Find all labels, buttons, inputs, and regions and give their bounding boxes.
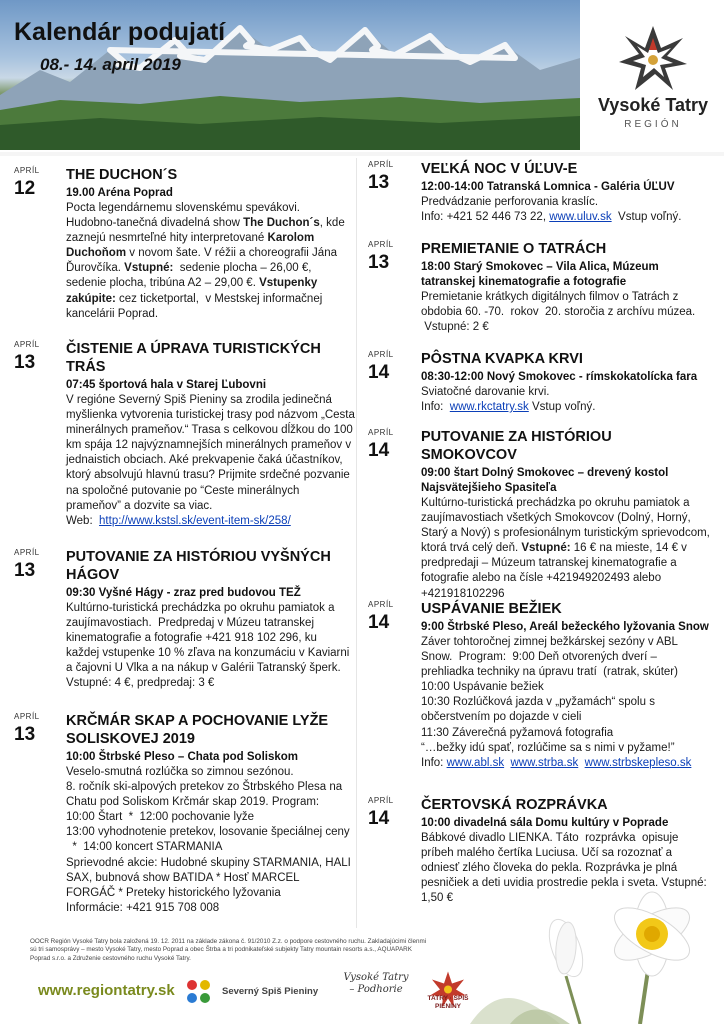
event-month: APRÍL bbox=[14, 166, 40, 175]
event-description: Záver tohtoročnej zimnej bežkárskej sezóny v ABL Snow. Program: 9:00 Deň otvorených dverí – prehliadka techniky na úpravu tratí (ratrak, skúter) 10:00 Uspávanie bežiek 10:30 Rozlúčková jazda v „pyžamách“ spolu s občerstvením po dojazde v cieli 11:30 Záverečná pyžamová fotografia “…bežky idú spať, rozlúčime sa s nimi v pyžame!” Info: www.abl.sk www.strba.sk www.strbskepleso.sk bbox=[421, 636, 692, 769]
event-title: PUTOVANIE ZA HISTÓRIOU SMOKOVCOV bbox=[421, 429, 612, 463]
event-description: Sviatočné darovanie krvi. Info: www.rkctatry.sk Vstup voľný. bbox=[421, 386, 596, 414]
partner-vysoke-tatry-podhorie: Vysoké Tatry – Podhorie bbox=[343, 972, 409, 995]
event-day: 13 bbox=[14, 352, 36, 373]
event-month: APRÍL bbox=[14, 340, 40, 349]
event-title: PREMIETANIE O TATRÁCH bbox=[421, 241, 607, 257]
event-description: V regióne Severný Spiš Pieniny sa zrodila jedinečná myšlienka vytvorenia turistickej trasy pod názvom „Cesta minerálnych prameňov.“ Trasa s celkovou dĺžkou do 100 km spája 12 najvýznamnejších minerálnych prameňov v jednaistich obciach. Aké prekvapenie čaká účastníkov, ktorý absolvujú hlavnú trasu? Prijmite srdečné pozvanie na spoločné putovanie po “Ceste minerálnych prameňov” a dozvite sa viac. Web: http://www.kstsl.sk/event-item-sk/258/ bbox=[66, 394, 355, 527]
event-description: Bábkové divadlo LIENKA. Táto rozprávka opisuje príbeh malého čertíka Luciusa. Učí sa rozoznať a odniesť zlého človeka do pekla. Rozprávka je plná pesničiek a deti uvidia prostredie pekla i sveta. Vstupné: 1,50 € bbox=[421, 832, 707, 905]
event-title: ČISTENIE A ÚPRAVA TURISTICKÝCH TRÁS bbox=[66, 341, 321, 375]
event-title: PUTOVANIE ZA HISTÓRIOU VYŠNÝCH HÁGOV bbox=[66, 549, 331, 583]
event-title: USPÁVANIE BEŽIEK bbox=[421, 601, 562, 617]
event-day: 14 bbox=[368, 440, 390, 461]
event-place: 10:00 divadelná sála Domu kultúry v Poprade bbox=[421, 817, 669, 829]
event-day: 13 bbox=[14, 560, 36, 581]
event-place: 07:45 športová hala v Starej Ľubovni bbox=[66, 379, 267, 391]
header-divider bbox=[0, 152, 724, 156]
event-description: Predvádzanie perforovania kraslíc. Info: +421 52 446 73 22, www.uluv.sk Vstup voľný. bbox=[421, 196, 682, 224]
event-place: 09:00 štart Dolný Smokovec – drevený kostol Najsvätejšieho Spasiteľa bbox=[421, 467, 669, 494]
event-place: 08:30-12:00 Nový Smokovec - rímskokatolícka fara bbox=[421, 371, 698, 383]
date-range: 08.- 14. april 2019 bbox=[40, 55, 181, 74]
event-description: Premietanie krátkych digitálnych filmov o Tatrách z obdobia 60. -70. rokov 20. storočia z archívu múzea. Vstupné: 2 € bbox=[421, 291, 696, 334]
event-day: 13 bbox=[368, 252, 390, 273]
event-place: 10:00 Štrbské Pleso – Chata pod Soliskom bbox=[66, 751, 298, 763]
event-day: 13 bbox=[368, 172, 390, 193]
event-description: Pocta legendárnemu slovenskému spevákovi. Hudobno-tanečná divadelná show The Duchon´s, kde zaznejú nesmrteľné hity interpretované Karolom Duchoňom v novom šate. V réžii a choreografii Jána Ďurovčíka. Vstupné: sedenie plocha – 26,00 €, sedenie plocha, tribúna A2 – 29,00 €. Vstupenky zakúpite: cez ticketportal, v Mestskej informačnej kancelárii Poprad. bbox=[66, 202, 345, 320]
event-title: VEĽKÁ NOC V ÚĽUV-E bbox=[421, 161, 578, 177]
event-place: 09:30 Vyšné Hágy - zraz pred budovou TEŽ bbox=[66, 587, 301, 599]
event-month: APRÍL bbox=[14, 548, 40, 557]
event-day: 14 bbox=[368, 362, 390, 383]
event-month: APRÍL bbox=[368, 350, 394, 359]
event-day: 12 bbox=[14, 178, 36, 199]
footer-note: OOCR Región Vysoké Tatry bola založená 19. 12. 2011 na základe zákona č. 91/2010 Z.z. o podpore cestovného ruchu. Zakladajúcimi členmi sú tri samosprávy – mesto Vysoké Tatry, mesto Poprad a obec Štrba a tri podnikateľské subjekty Tatry mountain resorts a.s., AQUAPARK Poprad s.r.o. a Združenie cestovného ruchu Vysoké Tatry. bbox=[30, 938, 427, 962]
partner-tatry-spis-pieniny: TATRY · SPIŠ PIENINY bbox=[427, 995, 469, 1010]
column-divider bbox=[356, 158, 357, 928]
event-description: Kultúrno-turistická prechádzka po okruhu pamiatok a zaujímavostiach. Predpredaj v Múzeu tatranskej kinematografie a fotografie +421 918 102 296, ku každej vstupenke 10 % zľava na konzumáciu v Kaviarni a čajovni U Vlka a na nákup v Galérii Tatranský šperk. Vstupné: 4 €, predpredaj: 3 € bbox=[66, 602, 350, 690]
partner-severny-spis: Severný Spiš Pieniny bbox=[222, 986, 319, 997]
logo-subtext: REGIÓN bbox=[624, 119, 682, 130]
event-place: 19.00 Aréna Poprad bbox=[66, 187, 173, 199]
event-month: APRÍL bbox=[14, 712, 40, 721]
page-title: Kalendár podujatí bbox=[14, 18, 226, 46]
event-place: 18:00 Starý Smokovec – Vila Alica, Múzeum tatranskej kinematografie a fotografie bbox=[421, 261, 659, 288]
event-month: APRÍL bbox=[368, 240, 394, 249]
event-description: Veselo-smutná rozlúčka so zimnou sezónou. 8. ročník ski-alpových pretekov zo Štrbského Plesa na Chatu pod Soliskom Krčmár skap 2019. Program: 10:00 Štart * 12:00 pochovanie lyže 13:00 vyhodnotenie pretekov, losovanie špeciálnej ceny * 14:00 koncert STARMANIA Sprievodné akcie: Hudobné skupiny STARMANIA, HALI SAX, bubnová show BATIDA * Hosť MARCEL FORGÁČ * Preteky historického lyžovania Informácie: +421 915 708 008 bbox=[66, 766, 351, 914]
event-day: 14 bbox=[368, 808, 390, 829]
event-title: ČERTOVSKÁ ROZPRÁVKA bbox=[421, 797, 608, 813]
event-title: KRČMÁR SKAP A POCHOVANIE LYŽE SOLISKOVEJ 2019 bbox=[66, 713, 329, 747]
event-title: THE DUCHON´S bbox=[66, 167, 178, 183]
event-month: APRÍL bbox=[368, 796, 394, 805]
logo-text: Vysoké Tatry bbox=[597, 95, 709, 115]
event-day: 14 bbox=[368, 612, 390, 633]
event-month: APRÍL bbox=[368, 600, 394, 609]
severny-spis-logo-icon bbox=[185, 978, 217, 1006]
event-place: 9:00 Štrbské Pleso, Areál bežeckého lyžovania Snow bbox=[421, 621, 709, 633]
event-month: APRÍL bbox=[368, 428, 394, 437]
event-month: APRÍL bbox=[368, 160, 394, 169]
event-title: PÔSTNA KVAPKA KRVI bbox=[421, 351, 583, 367]
event-description: Kultúrno-turistická prechádzka po okruhu pamiatok a zaujímavostiach všetkých Smokovcov (Dolný, Horný, Starý a Nový) s profesionálnym turistickým sprievodcom, ktorá trvá celý deň. Vstupné: 16 € na mieste, 14 € v predpredaji – Múzeum tatranskej kinematografie a fotografie alebo na čísle +421949202493 alebo +421918102296 bbox=[421, 497, 710, 600]
footer-website-link[interactable]: www.regiontatry.sk bbox=[38, 982, 175, 999]
event-day: 13 bbox=[14, 724, 36, 745]
event-place: 12:00-14:00 Tatranská Lomnica - Galéria ÚĽUV bbox=[421, 181, 675, 193]
